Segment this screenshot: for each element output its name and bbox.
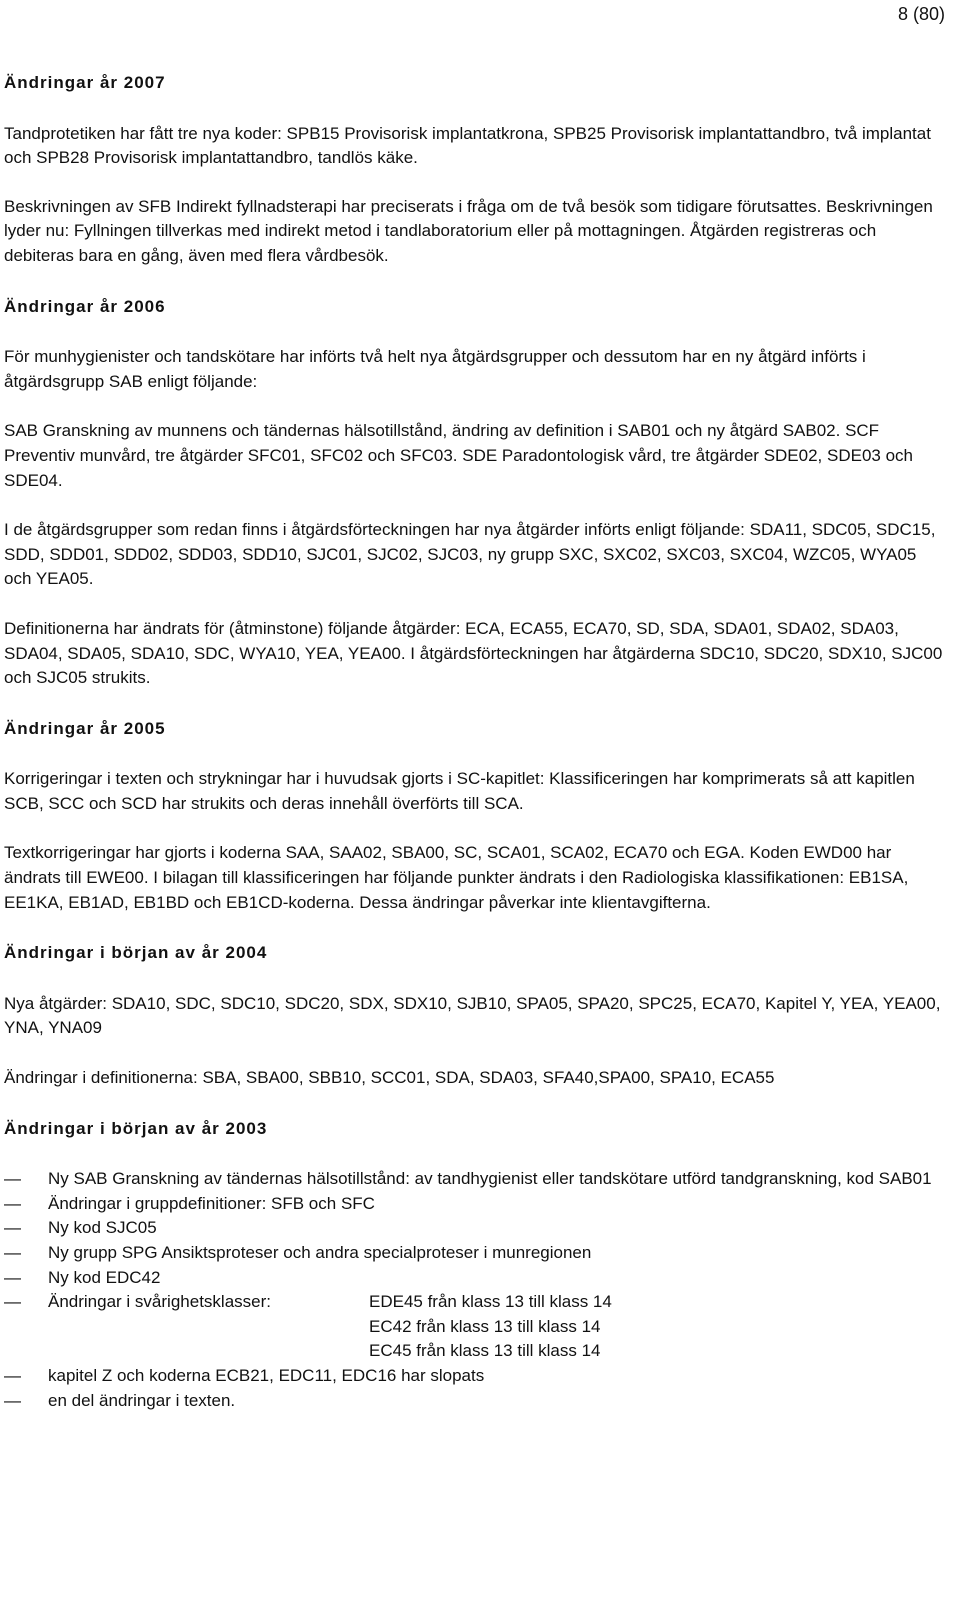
list-item (4, 1364, 944, 1389)
list-item-text: Ny grupp SPG Ansiktsproteser och andra specialproteser i munregionen (48, 1243, 592, 1262)
dash-bullet: — (4, 1365, 21, 1385)
section-2006 (4, 295, 944, 691)
section-heading: Ändringar år 2007 (4, 73, 166, 92)
section-heading: Ändringar år 2006 (4, 296, 166, 316)
list-item-difficulty (4, 1290, 944, 1315)
paragraph: Nya åtgärder: SDA10, SDC, SDC10, SDC20, SDX, SDX10, SJB10, SPA05, SPA20, SPC25, ECA70, Kapitel Y, YEA, YEA00, YNA, YNA09 (4, 993, 941, 1038)
list-item-text: en del ändringar i texten. (48, 1390, 236, 1410)
list-item-continuation (4, 1339, 944, 1364)
paragraph: Textkorrigeringar har gjorts i koderna SAA, SAA02, SBA00, SC, SCA01, SCA02, ECA70 och EGA. Koden EWD00 har ändrats till EWE00. I bilagan till klassificeringen har följande punkter ändrats i den Radiologiska klassifikationen: EB1SA, EE1KA, EB1AD, EB1BD och EB1CD-koderna. Dessa ändringar påverkar inte klientavgifterna. (4, 843, 909, 912)
list-item (4, 1266, 944, 1291)
difficulty-label: Ändringar i svårighetsklasser: (48, 1292, 271, 1312)
difficulty-change: EC45 från klass 13 till klass 14 (369, 1341, 601, 1361)
list-item (4, 1389, 944, 1414)
section-2005 (4, 717, 944, 916)
document-body (4, 71, 944, 1413)
paragraph: I de åtgärdsgrupper som redan finns i åtgärdsförteckningen har nya åtgärder införts enligt följande: SDA11, SDC05, SDC15, SDD, SDD01, SDD02, SDD03, SDD10, SJC01, SJC02, SJC03, ny grupp SXC, SXC02, SXC03, SXC04, WZC05, WYA05 och YEA05. (4, 520, 936, 589)
list-item-text: Ny kod EDC42 (48, 1267, 161, 1287)
section-2003 (4, 1117, 944, 1414)
dash-bullet: — (4, 1292, 21, 1312)
paragraph: För munhygienister och tandskötare har införts två helt nya åtgärdsgrupper och dessutom har en ny åtgärd införts i åtgärdsgrupp SAB enligt följande: (4, 347, 866, 391)
change-list (4, 1167, 944, 1413)
dash-bullet: — (4, 1218, 21, 1238)
dash-bullet: — (4, 1169, 21, 1189)
paragraph: Ändringar i definitionerna: SBA, SBA00, SBB10, SCC01, SDA, SDA03, SFA40,SPA00, SPA10, ECA55 (4, 1068, 775, 1088)
list-item (4, 1241, 944, 1266)
section-2007 (4, 71, 944, 269)
page-number: 8 (80) (897, 4, 945, 24)
list-item-text: Ändringar i gruppdefinitioner: SFB och SFC (48, 1193, 375, 1213)
section-heading: Ändringar år 2005 (4, 718, 166, 738)
difficulty-change: EDE45 från klass 13 till klass 14 (369, 1292, 612, 1312)
dash-bullet: — (4, 1267, 21, 1287)
dash-bullet: — (4, 1390, 21, 1410)
dash-bullet: — (4, 1243, 21, 1262)
paragraph: Definitionerna har ändrats för (åtminstone) följande åtgärder: ECA, ECA55, ECA70, SD, SDA, SDA01, SDA02, SDA03, SDA04, SDA05, SDA10, SDC, WYA10, YEA, YEA00. I åtgärdsförteckningen har åtgärderna SDC10, SDC20, SDX10, SJC00 och SJC05 strukits. (4, 618, 943, 688)
paragraph: Korrigeringar i texten och strykningar har i huvudsak gjorts i SC-kapitlet: Klassificeringen har komprimerats så att kapitlen SCB, SCC och SCD har strukits och deras innehåll överförts till SCA. (4, 769, 915, 813)
section-heading: Ändringar i början av år 2003 (4, 1118, 268, 1138)
list-item (4, 1192, 944, 1217)
list-item-text: Ny kod SJC05 (48, 1218, 157, 1238)
paragraph: Tandprotetiken har fått tre nya koder: SPB15 Provisorisk implantatkrona, SPB25 Provisorisk implantattandbro, två implantat och SPB28 Provisorisk implantattandbro, tandlös käke. (4, 123, 931, 168)
paragraph: SAB Granskning av munnens och tändernas hälsotillstånd, ändring av definition i SAB01 och ny åtgärd SAB02. SCF Preventiv munvård, tre åtgärder SFC01, SFC02 och SFC03. SDE Paradontologisk vård, tre åtgärder SDE02, SDE03 och SDE04. (4, 421, 913, 490)
dash-bullet: — (4, 1193, 21, 1213)
list-item (4, 1216, 944, 1241)
list-item-continuation (4, 1315, 944, 1340)
list-item (4, 1167, 944, 1192)
section-heading: Ändringar i början av år 2004 (4, 943, 268, 963)
difficulty-change: EC42 från klass 13 till klass 14 (369, 1316, 601, 1336)
list-item-text: Ny SAB Granskning av tändernas hälsotillstånd: av tandhygienist eller tandskötare utförd tandgranskning, kod SAB01 (48, 1169, 932, 1189)
paragraph: Beskrivningen av SFB Indirekt fyllnadsterapi har preciserats i fråga om de två besök som tidigare förutsattes. Beskrivningen lyder nu: Fyllningen tillverkas med indirekt metod i tandlaboratorium eller på mottagningen. Åtgärden registreras och debiteras bara en gång, även med flera vårdbesök. (4, 196, 933, 265)
list-item-text: kapitel Z och koderna ECB21, EDC11, EDC16 har slopats (48, 1365, 485, 1385)
section-2004 (4, 941, 944, 1090)
